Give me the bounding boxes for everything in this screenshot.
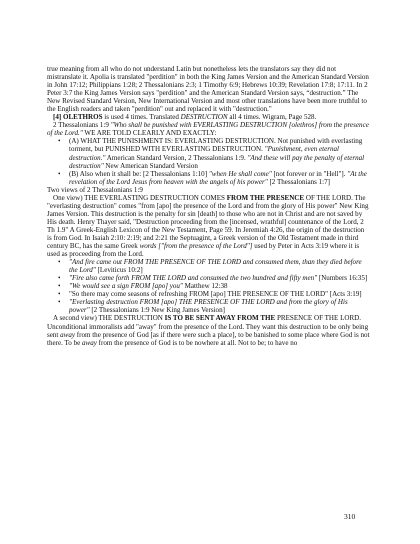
one-view-paragraph <box>47 194 370 258</box>
second-view-text-7: from the presence of God is to be nowhere at all. Not to be; to have no <box>96 338 298 347</box>
intro-text: true meaning from all who do not understand Latin but nonetheless lets the translators say they did not mistranslate it. Apolia is translated "perdition" in both the King James Version and the American Standard Version in John 17:12; Philippians 1:28; 2 Thessalonians 2:3; 1 Timothy 6:9; Hebrews 10:39; Revelation 17:8; 17:11. In 2 Peter 3:7 the King James Version says "perdition" and the American Standard Version says, “destruction.” The New Revised Standard Version, New International Version and most other translations have been more truthful to the English readers and taken "perdition" out and replaced it with "destruction." <box>47 65 369 114</box>
list-item <box>69 290 370 298</box>
second-view-text-4: away <box>60 330 75 339</box>
list-item <box>69 298 370 314</box>
bullet-b3-quote: "We would see a sign FROM [apo] you" <box>69 282 183 291</box>
list-item <box>69 170 370 186</box>
list-item <box>69 274 370 282</box>
bullet-a2-text-2: "when He shall come" <box>208 169 272 178</box>
bullet-b1-quote: "And fire came out FROM THE PRESENCE OF THE LORD and consumed them, than they died before the Lord" <box>69 258 362 275</box>
one-view-text-3: OF THE LORD. The "everlasting destruction" comes "from [apo] the presence of the Lord and from the glory of His power" New King James Version. This destruction is the penalty for sin [death] to those who are not in Christ and are not saved by His death. Henry Thayer said, "Destruction proceeding from the [incensed, wrathful] countenance of the Lord, 2 Th 1.9" A Greek-English Lexicon of the New Testament, Page 59. In Jeremiah 4:26, the origin of the destruction is from God. In Isaiah 2:10: 2:19; and 2:21 the Septuagint, a Greek version of the Old Testament made in third century BC, has the same Greek <box>47 193 369 251</box>
second-view-text-1: A second view) THE DESTRUCTION <box>53 314 165 323</box>
one-view-text-5: used by Peter in Acts 3:19 where it is used as proceeding from the Lord. <box>47 242 360 259</box>
page-body <box>47 65 370 347</box>
one-view-text-2: FROM THE PRESENCE <box>226 193 305 202</box>
page-number: 310 <box>344 512 356 521</box>
bullet-a2-text-4: "At the revelation of the Lord Jesus from heaven with the angels of his power" <box>69 169 367 186</box>
list-item <box>69 282 370 290</box>
second-view-text-5: from the presence of God [as if there were such a place], to be banished to some place where God is not there. To be <box>47 330 370 347</box>
olethros-paragraph <box>47 113 370 121</box>
bullet-a1-text-3: American Standard Version, 2 Thessalonians 1:9. <box>105 153 248 162</box>
list-item <box>69 137 370 169</box>
one-view-text-4: words ["from the presence of the Lord"] <box>139 242 253 251</box>
bullet-a2-text-5: [2 Thessalonians 1:7] <box>267 177 330 186</box>
bullet-b4-text: "So there may come seasons of refreshing FROM [apo] THE PRESENCE OF THE LORD" [Acts 3:19] <box>69 290 362 299</box>
punishment-list <box>47 137 370 185</box>
presence-list <box>47 258 370 314</box>
thess-text: WE ARE TOLD CLEARLY AND EXACTLY: <box>82 129 217 138</box>
second-view-paragraph <box>47 314 370 346</box>
one-view-text-1: One view) THE EVERLASTING DESTRUCTION COMES <box>53 193 227 202</box>
bullet-b5-quote: "Everlasting destruction FROM [apo] THE PRESENCE OF THE LORD and from the glory of His power" <box>69 298 348 315</box>
list-item <box>69 258 370 274</box>
second-view-text-2: IS TO BE SENT AWAY FROM THE <box>164 314 276 323</box>
two-views-text: Two views of 2 Thessalonians 1:9 <box>47 185 143 194</box>
bullet-b5-ref: [2 Thessalonians 1:9 New King James Version] <box>89 306 225 315</box>
bullet-a2-text-1: (B) Also when it shall be: [2 Thessalonians 1:10] <box>69 169 209 178</box>
bullet-a1-text-1: (A) WHAT THE PUNISHMENT IS: EVERLASTING DESTRUCTION. Not punished with everlasting torment, but PUNISHED WITH EVERLASTING DESTRUCTION. <box>69 137 363 154</box>
bullet-a2-text-3: [not forever or in "Hell"]. <box>271 169 348 178</box>
olethros-text-1: is used 4 times. Translated <box>102 113 181 122</box>
olethros-heading: [4] OLETHROS <box>53 113 103 122</box>
bullet-b1-ref: [Leviticus 10:2] <box>95 266 143 275</box>
bullet-a1-text-4: "And these will pay the penalty of eternal destruction" <box>69 153 365 170</box>
bullet-b3-ref: Matthew 12:38 <box>182 282 228 291</box>
bullet-b2-ref: [Numbers 16:35] <box>317 274 368 283</box>
second-view-text-6: away <box>82 338 97 347</box>
bullet-b2-quote: "Fire also came forth FROM THE LORD and consumed the two hundred and fifty men" <box>69 274 318 283</box>
thess-ref: 2 Thessalonians 1:9 <box>53 121 111 130</box>
second-view-text-3: PRESENCE OF THE LORD. Unconditional immoralists add "away" from the presence of the Lord. They want this destruction to be only being sent <box>47 314 369 339</box>
thess-quote: "Who shall be punished with EVERLASTING DESTRUCTION [olethros] from the presence of the Lord." <box>47 121 369 138</box>
intro-paragraph <box>47 65 370 113</box>
olethros-text-2: DESTRUCTION <box>180 113 228 122</box>
olethros-text-3: all 4 times. Wigram, Page 528. <box>227 113 317 122</box>
thessalonians-paragraph <box>47 121 370 137</box>
bullet-a1-text-5: New American Standard Version <box>103 161 198 170</box>
bullet-a1-text-2: "Punishment, even eternal destruction." <box>69 145 339 162</box>
two-views-line <box>47 186 370 194</box>
